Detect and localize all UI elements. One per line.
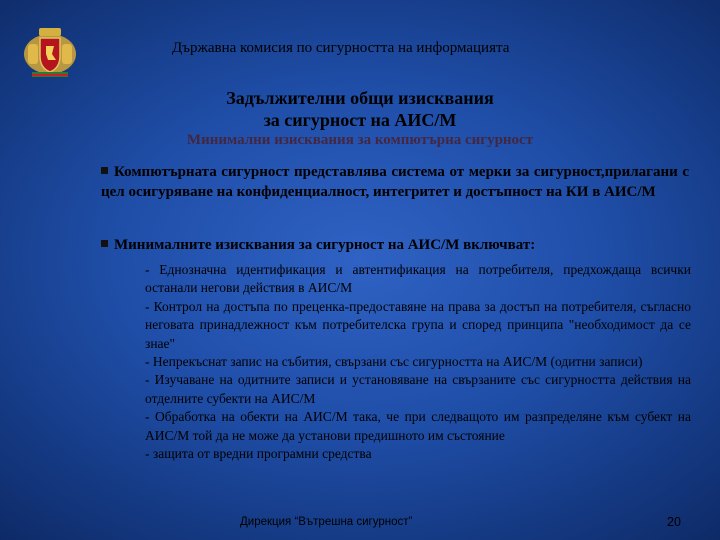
page-subtitle: Минимални изисквания за компютърна сигурност (186, 132, 534, 148)
requirements-heading-text: Минималните изисквания за сигурност на АИС/М включват: (114, 237, 536, 253)
bullet-icon (101, 240, 108, 247)
list-item: - Обработка на обекти на АИС/М така, че при следващото им разпределяне към субект на АИС/М той да не може да установи предишното им състояние (145, 409, 691, 443)
list-item: - защита от вредни програмни средства (145, 446, 372, 462)
page-title: Задължителни общи изисквания (226, 88, 494, 108)
agency-name: Държавна комисия по сигурността на информацията (172, 40, 510, 56)
intro-text: Компютърната сигурност представлява система от мерки за сигурност,прилагани с цел осигуряване на конфиденциалност, интегритет и достъпност на КИ в АИС/М (101, 164, 689, 200)
list-item: - Изучаване на одитните записи и установяване на свързаните със сигурността действия на отделните субекти на АИС/М (145, 372, 691, 406)
footer-directorate: Дирекция “Вътрешна сигурност” (240, 516, 413, 528)
list-item: - Контрол на достъпа по преценка-предоставяне на права за достъп на потребителя, съгласно неговата принадлежност към потребителска група и според принципа "необходимост да се знае" (145, 298, 691, 351)
page-title-line2: за сигурност на АИС/М (263, 110, 457, 130)
coat-of-arms-icon (22, 24, 78, 80)
list-item: - Еднозначна идентификация и автентификация на потребителя, предхождаща всички останали негови действия в АИС/М (145, 262, 691, 296)
intro-paragraph (101, 162, 689, 202)
page-number: 20 (667, 515, 681, 529)
bullet-icon (101, 167, 108, 174)
requirements-list (101, 261, 691, 463)
requirements-heading (101, 237, 689, 254)
list-item: - Непрекъснат запис на събития, свързани със сигурността на АИС/М (одитни записи) (145, 354, 643, 370)
